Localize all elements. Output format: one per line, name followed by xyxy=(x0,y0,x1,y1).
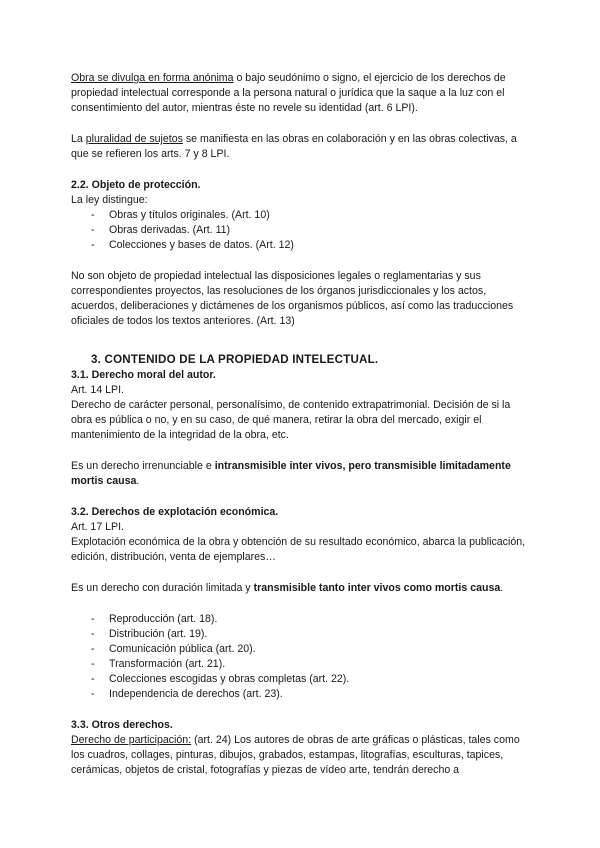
list-item: - Independencia de derechos (art. 23). xyxy=(71,687,533,702)
underlined-term: Derecho de participación: xyxy=(71,734,192,746)
list-item: - Comunicación pública (art. 20). xyxy=(71,642,533,657)
list-item: - Obras y títulos originales. (Art. 10) xyxy=(71,208,533,223)
list-item: - Distribución (art. 19). xyxy=(71,627,533,642)
paragraph-economic-rights: Explotación económica de la obra y obtención de su resultado económico, abarca la publicación, edición, distribución, venta de ejemplares… xyxy=(71,536,526,563)
exploitation-rights-list xyxy=(71,612,533,702)
list-item: - Colecciones escogidas y obras completas (art. 22). xyxy=(71,672,533,687)
bold-text: transmisible tanto inter vivos como mortis causa xyxy=(253,582,501,594)
list-item: - Reproducción (art. 18). xyxy=(71,612,533,627)
paragraph-plurality xyxy=(71,132,533,162)
underlined-term: Obra se divulga en forma anónima xyxy=(71,72,234,84)
document-body xyxy=(71,71,533,778)
paragraph-text: . xyxy=(136,475,140,487)
paragraph-economic-note xyxy=(71,581,533,596)
paragraph-anonymous-work xyxy=(71,71,533,116)
underlined-term: pluralidad de sujetos xyxy=(85,133,183,145)
paragraph-text: Es un derecho irrenunciable e xyxy=(71,460,215,472)
list-item: - Transformación (art. 21). xyxy=(71,657,533,672)
paragraph-text: (art. 24) Los autores de obras de arte gráficas o plásticas, tales como los cuadros, collages, pinturas, dibujos, grabados, estampas, litografías, esculturas, tapices, cerámicas, objetos de cristal, fotografías y piezas de vídeo arte, tendrán derecho a xyxy=(71,734,520,776)
paragraph-text: Es un derecho con duración limitada y xyxy=(71,582,254,594)
paragraph-moral-note xyxy=(71,459,533,489)
section-heading-3: 3. CONTENIDO DE LA PROPIEDAD INTELECTUAL. xyxy=(91,353,379,366)
intro-line: La ley distingue: xyxy=(71,194,148,206)
bold-text: intransmisible inter vivos, pero transmisible limitadamente mortis causa xyxy=(71,460,511,487)
list-item: - Colecciones y bases de datos. (Art. 12) xyxy=(71,238,533,253)
article-reference: Art. 17 LPI. xyxy=(71,521,124,533)
section-heading-3-1: 3.1. Derecho moral del autor. xyxy=(71,369,216,381)
section-heading-2-2: 2.2. Objeto de protección. xyxy=(71,179,201,191)
paragraph-text: . xyxy=(500,582,504,594)
paragraph-participation-right xyxy=(71,733,533,778)
paragraph-text: La xyxy=(71,133,86,145)
article-reference: Art. 14 LPI. xyxy=(71,384,124,396)
paragraph-text: se manifiesta en las obras en colaboración y en las obras colectivas, a que se refieren los arts. 7 y 8 LPI. xyxy=(71,133,517,160)
section-heading-3-2: 3.2. Derechos de explotación económica. xyxy=(71,506,279,518)
list-item: - Obras derivadas. (Art. 11) xyxy=(71,223,533,238)
paragraph-moral-right: Derecho de carácter personal, personalísimo, de contenido extrapatrimonial. Decisión de si la obra es pública o no, y en su caso, de qué manera, retirar la obra del mercado, exigir el mantenimiento de la integridad de la obra, etc. xyxy=(71,399,511,441)
section-heading-3-3: 3.3. Otros derechos. xyxy=(71,719,173,731)
protected-works-list xyxy=(71,208,533,253)
paragraph-exclusions: No son objeto de propiedad intelectual las disposiciones legales o reglamentarias y sus correspondientes proyectos, las resoluciones de los órganos jurisdiccionales y los actos, acuerdos, deliberaciones y dictámenes de los organismos públicos, así como las traducciones oficiales de todos los textos anteriores. (Art. 13) xyxy=(71,270,514,327)
paragraph-text: o bajo seudónimo o signo, el ejercicio de los derechos de propiedad intelectual corresponde a la persona natural o jurídica que la saque a la luz con el consentimiento del autor, mientras éste no revele su identidad (art. 6 LPI). xyxy=(71,72,506,114)
